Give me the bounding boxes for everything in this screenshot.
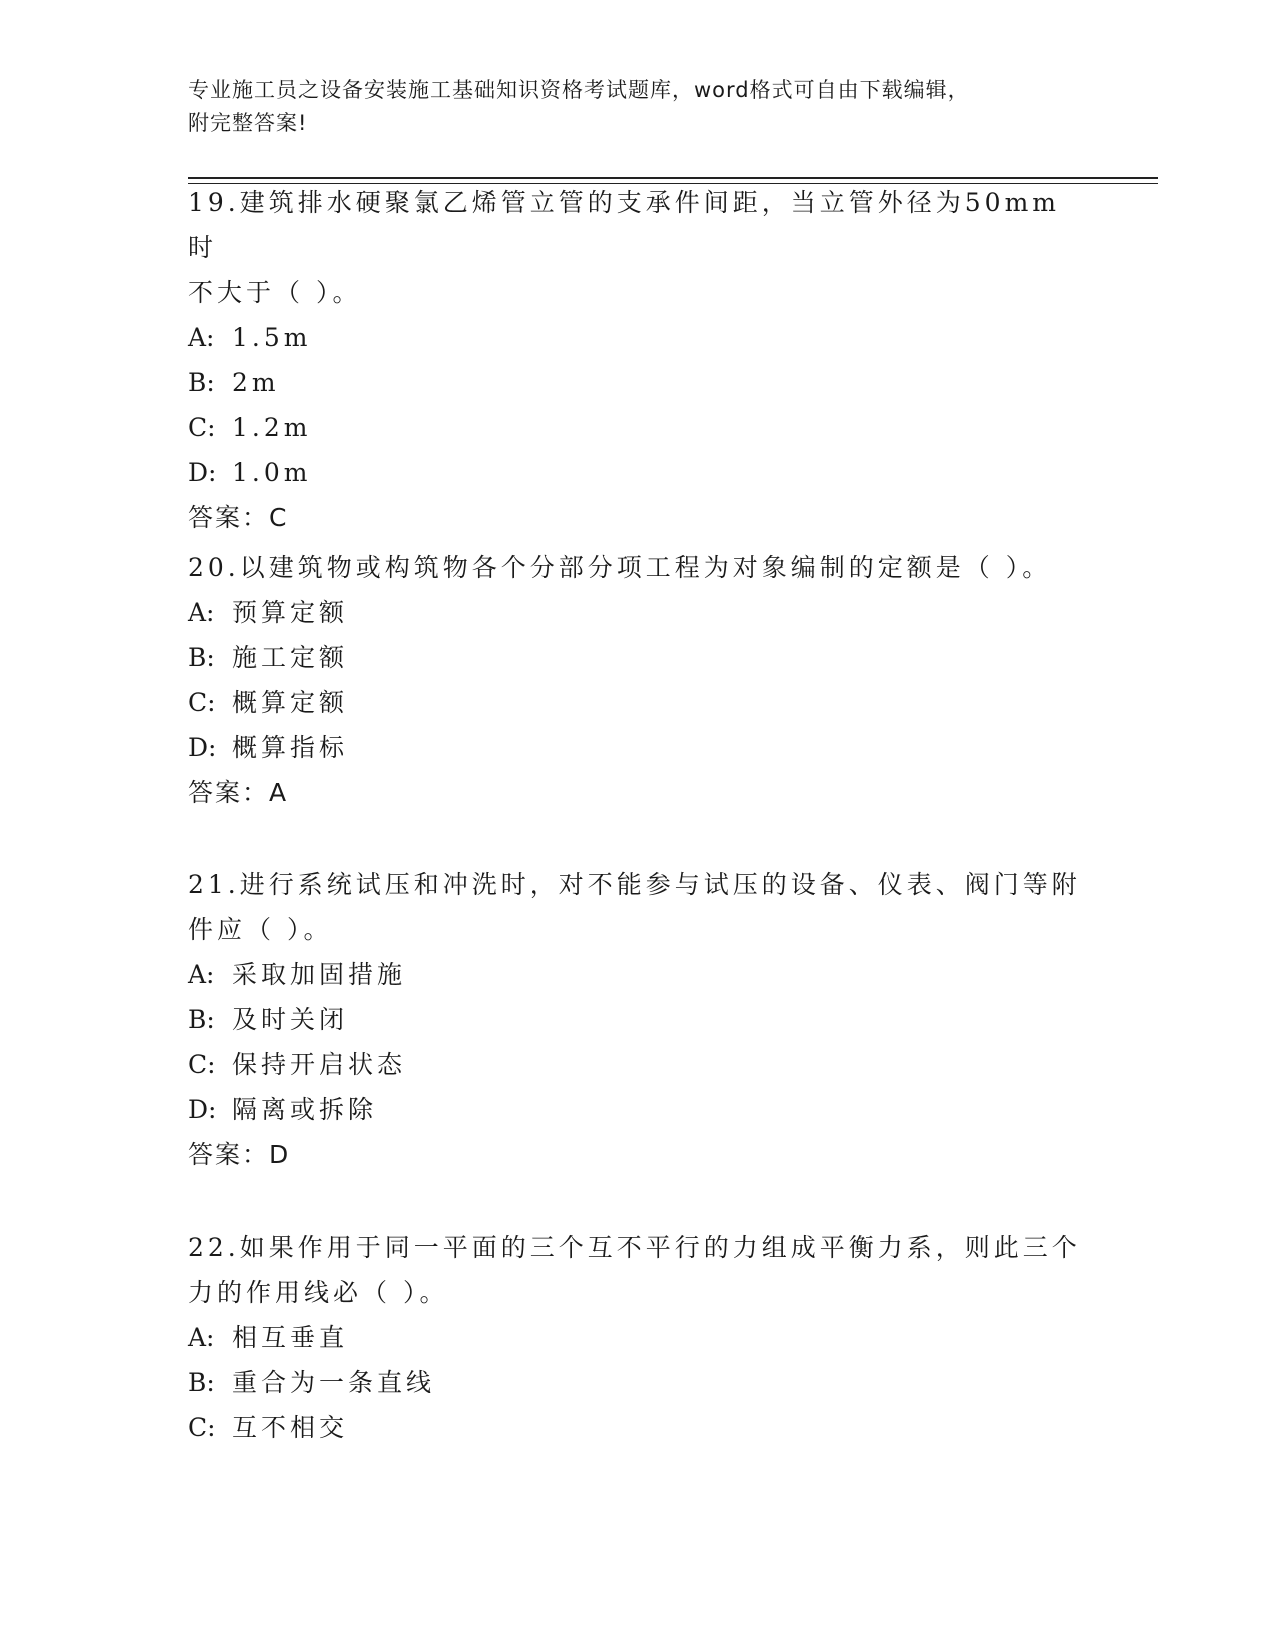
- option-d: [188, 450, 1088, 495]
- option-b: [188, 997, 1088, 1042]
- option-a: [188, 315, 1088, 360]
- option-d: [188, 725, 1088, 770]
- option-b: [188, 635, 1088, 680]
- option-letter: D:: [188, 733, 217, 762]
- document-header: [188, 74, 1088, 140]
- option-text: 1.0m: [232, 458, 312, 487]
- option-text: 1.2m: [232, 413, 312, 442]
- option-letter: A:: [188, 598, 215, 627]
- option-letter: A:: [188, 323, 215, 352]
- option-letter: C:: [188, 413, 216, 442]
- option-a: [188, 590, 1088, 635]
- option-text: 采取加固措施: [232, 960, 407, 989]
- question-stem-line-2: 力的作用线必（ ）。: [188, 1278, 449, 1307]
- option-letter: B:: [188, 1005, 215, 1034]
- question-stem-line-1: 20.以建筑物或构筑物各个分部分项工程为对象编制的定额是（ ）。: [188, 553, 1052, 582]
- option-text: 相互垂直: [232, 1323, 349, 1352]
- option-text: 隔离或拆除: [232, 1095, 378, 1124]
- option-text: 概算指标: [232, 733, 349, 762]
- option-letter: A:: [188, 1323, 215, 1352]
- option-text: 重合为一条直线: [232, 1368, 436, 1397]
- option-letter: D:: [188, 458, 217, 487]
- question-stem-line-2: 不大于（ ）。: [188, 278, 362, 307]
- option-b: [188, 360, 1088, 405]
- option-letter: B:: [188, 1368, 215, 1397]
- answer-line: 答案：D: [188, 1140, 291, 1169]
- header-line-2: 附完整答案!: [188, 111, 308, 135]
- header-divider-thick: [188, 177, 1158, 179]
- option-c: [188, 405, 1088, 450]
- answer-line: 答案：C: [188, 503, 289, 532]
- option-text: 及时关闭: [232, 1005, 349, 1034]
- answer-line: 答案：A: [188, 778, 289, 807]
- option-text: 保持开启状态: [232, 1050, 407, 1079]
- option-letter: B:: [188, 368, 215, 397]
- option-letter: C:: [188, 688, 216, 717]
- question-stem-line-1: 22.如果作用于同一平面的三个互不平行的力组成平衡力系，则此三个: [188, 1233, 1081, 1262]
- option-d: [188, 1087, 1088, 1132]
- option-letter: B:: [188, 643, 215, 672]
- question-20: [188, 545, 1088, 815]
- question-stem-line-1: 19.建筑排水硬聚氯乙烯管立管的支承件间距，当立管外径为50mm时: [188, 188, 1060, 262]
- header-line-1: 专业施工员之设备安装施工基础知识资格考试题库，word格式可自由下载编辑，: [188, 78, 970, 102]
- option-c: [188, 1405, 1088, 1450]
- option-text: 互不相交: [232, 1413, 349, 1442]
- option-a: [188, 1315, 1088, 1360]
- option-b: [188, 1360, 1088, 1405]
- question-19: [188, 180, 1088, 540]
- question-21: [188, 862, 1088, 1177]
- option-c: [188, 1042, 1088, 1087]
- option-text: 概算定额: [232, 688, 349, 717]
- option-letter: C:: [188, 1050, 216, 1079]
- option-c: [188, 680, 1088, 725]
- option-text: 施工定额: [232, 643, 349, 672]
- option-text: 1.5m: [232, 323, 312, 352]
- option-text: 2m: [232, 368, 280, 397]
- option-a: [188, 952, 1088, 997]
- option-letter: C:: [188, 1413, 216, 1442]
- option-text: 预算定额: [232, 598, 349, 627]
- option-letter: A:: [188, 960, 215, 989]
- question-22: [188, 1225, 1088, 1450]
- question-stem-line-1: 21.进行系统试压和冲洗时，对不能参与试压的设备、仪表、阀门等附: [188, 870, 1081, 899]
- option-letter: D:: [188, 1095, 217, 1124]
- question-stem-line-2: 件应（ ）。: [188, 915, 333, 944]
